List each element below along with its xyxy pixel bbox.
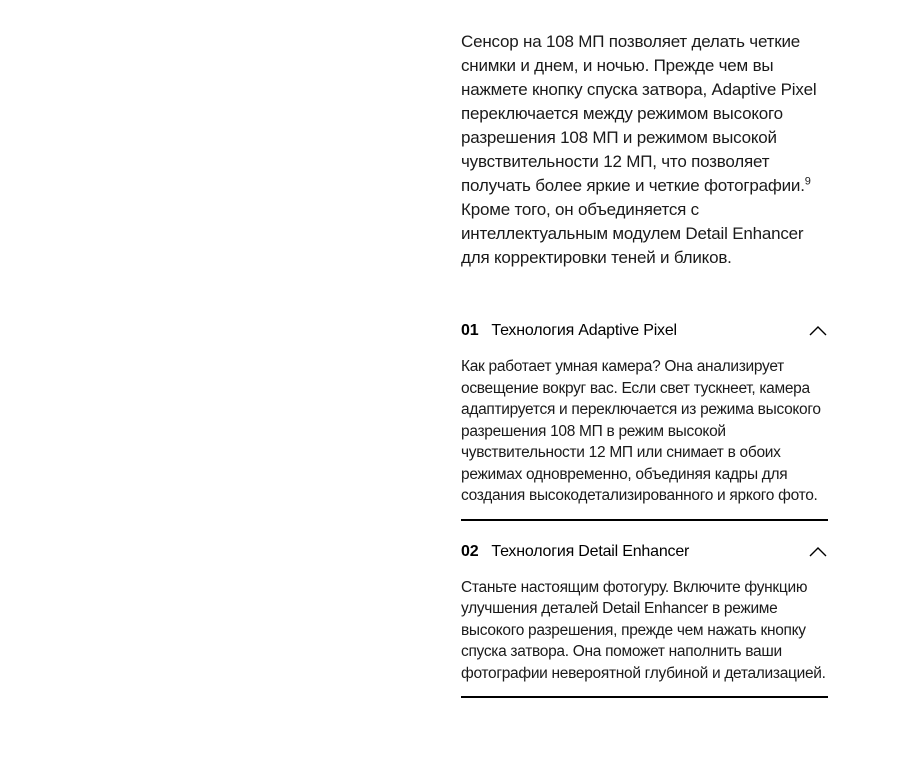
intro-text-main: Сенсор на 108 МП позволяет делать четкие снимки и днем, и ночью. Прежде чем вы нажмете кнопку спуска затвора, Adaptive Pixel переключается между режимом высокого разрешения 108 МП и режимом высокой чувствительности 12 МП, что позволяет получать более яркие и четкие фотографии. xyxy=(461,32,817,195)
accordion-item-detail-enhancer xyxy=(461,543,828,699)
accordion-item-title: Технология Adaptive Pixel xyxy=(491,322,677,339)
accordion-body-detail-enhancer: Станьте настоящим фотогуру. Включите функцию улучшения деталей Detail Enhancer в режиме высокого разрешения, прежде чем нажать кнопку спуска затвора. Она поможет наполнить ваши фотографии невероятной глубиной и детализацией. xyxy=(461,578,826,682)
divider xyxy=(461,696,828,698)
accordion-header-adaptive-pixel[interactable] xyxy=(461,322,828,340)
accordion-body-adaptive-pixel: Как работает умная камера? Она анализирует освещение вокруг вас. Если свет тускнеет, камера адаптируется и переключается из режима высокого разрешения 108 МП в режим высокой чувствительности 12 МП или снимает в обоих режимах одновременно, объединяя кадры для создания высокодетализированного и яркого фото. xyxy=(461,358,821,504)
feature-accordion xyxy=(461,322,828,698)
feature-text-column xyxy=(461,30,828,698)
intro-paragraph xyxy=(461,30,828,270)
accordion-item-number: 02 xyxy=(461,542,479,560)
accordion-header-detail-enhancer[interactable] xyxy=(461,543,828,561)
accordion-item-number: 01 xyxy=(461,322,479,339)
accordion-item-title: Технология Detail Enhancer xyxy=(491,542,690,560)
intro-text-after: Кроме того, он объединяется с интеллектуальным модулем Detail Enhancer для корректировки теней и бликов. xyxy=(461,200,804,267)
divider xyxy=(461,519,828,521)
chevron-up-icon[interactable] xyxy=(808,324,828,338)
chevron-up-icon[interactable] xyxy=(808,545,828,559)
accordion-item-adaptive-pixel xyxy=(461,322,828,521)
footnote-marker: 9 xyxy=(804,175,811,188)
